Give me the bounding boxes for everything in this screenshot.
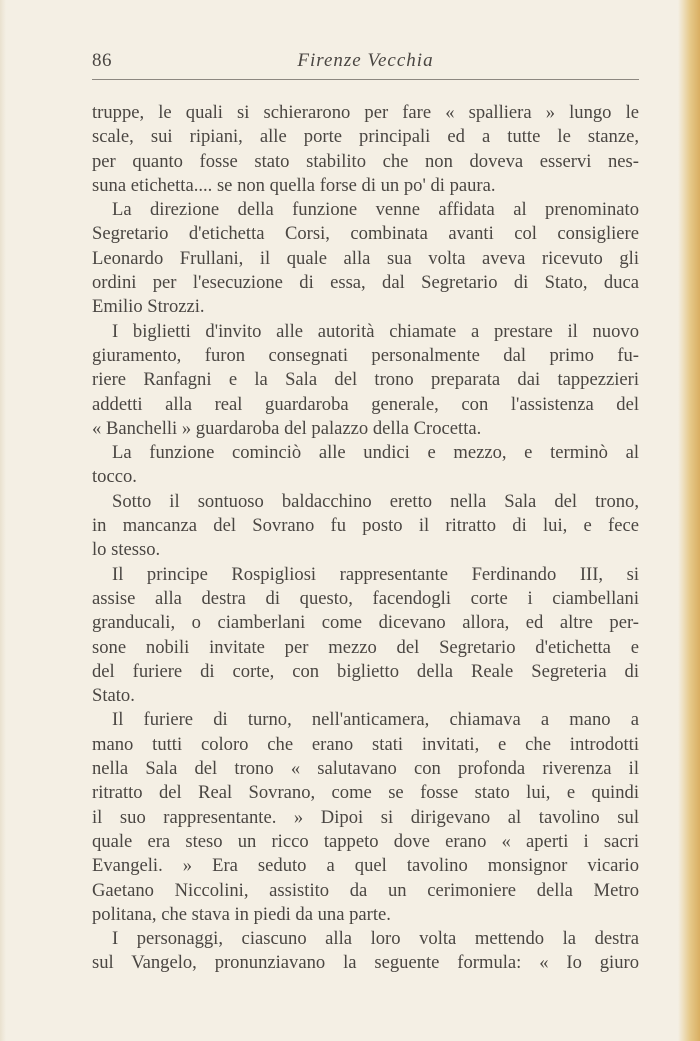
text-line: Sotto il sontuoso baldacchino eretto nella Sala del trono, — [112, 490, 639, 512]
paragraph — [92, 101, 639, 198]
text-line: Il furiere di turno, nell'anticamera, chiamava a mano a — [112, 709, 639, 731]
text-line: « Banchelli » guardaroba del palazzo della Crocetta. — [92, 417, 482, 439]
text-line: La funzione cominciò alle undici e mezzo, e terminò al — [112, 442, 639, 464]
text-line: granducali, o ciamberlani come dicevano allora, ed altre per- — [92, 612, 639, 634]
text-line: Il principe Rospigliosi rappresentante Ferdinando III, si — [112, 563, 639, 585]
paragraph — [92, 927, 639, 976]
text-line: addetti alla real guardaroba generale, con l'assistenza del — [92, 393, 639, 415]
paragraph — [92, 198, 639, 319]
text-line: ordini per l'esecuzione di essa, dal Segretario di Stato, duca — [92, 272, 639, 294]
header-rule — [92, 79, 639, 80]
text-line: per quanto fosse stato stabilito che non doveva esservi nes- — [92, 150, 639, 172]
text-line: Gaetano Niccolini, assistito da un cerimoniere della Metro — [92, 879, 639, 901]
running-title: Firenze Vecchia — [297, 50, 434, 71]
text-line: il suo rappresentante. » Dipoi si dirigevano al tavolino sul — [92, 806, 639, 828]
text-line: tocco. — [92, 466, 137, 488]
paragraph — [92, 490, 639, 563]
page-number: 86 — [92, 50, 112, 71]
text-line: del furiere di corte, con biglietto della Reale Segreteria di — [92, 660, 639, 682]
text-line: La direzione della funzione venne affidata al prenominato — [112, 199, 639, 221]
text-line: in mancanza del Sovrano fu posto il ritratto di lui, e fece — [92, 515, 639, 537]
text-line: sone nobili invitate per mezzo del Segretario d'etichetta e — [92, 636, 639, 658]
text-line: Evangeli. » Era seduto a quel tavolino monsignor vicario — [92, 855, 639, 877]
text-line: Segretario d'etichetta Corsi, combinata avanti col consigliere — [92, 223, 639, 245]
text-line: politana, che stava in piedi da una parte. — [92, 903, 391, 925]
text-line: mano tutti coloro che erano stati invitati, e che introdotti — [92, 733, 639, 755]
text-line: riere Ranfagni e la Sala del trono preparata dai tappezzieri — [92, 369, 639, 391]
text-line: I personaggi, ciascuno alla loro volta mettendo la destra — [112, 928, 639, 950]
page-shadow-left — [0, 0, 6, 1041]
paragraph — [92, 708, 639, 927]
text-line: Emilio Strozzi. — [92, 296, 205, 318]
text-line: Leonardo Frullani, il quale alla sua volta aveva ricevuto gli — [92, 247, 639, 269]
text-line: I biglietti d'invito alle autorità chiamate a prestare il nuovo — [112, 320, 639, 342]
page-header — [92, 50, 639, 80]
text-line: Stato. — [92, 685, 135, 707]
text-line: truppe, le quali si schierarono per fare « spalliera » lungo le — [92, 102, 639, 123]
text-line: sul Vangelo, pronunziavano la seguente formula: « Io giuro — [92, 952, 639, 974]
text-line: ritratto del Real Sovrano, come se fosse stato lui, e quindi — [92, 782, 639, 804]
text-line: giuramento, furon consegnati personalmente dal primo fu- — [92, 344, 639, 366]
paragraph — [92, 441, 639, 490]
page-edge-right — [678, 0, 700, 1041]
text-line: assise alla destra di questo, facendogli corte i ciambellani — [92, 587, 639, 609]
text-line: lo stesso. — [92, 539, 161, 561]
text-line: suna etichetta.... se non quella forse di un po' di paura. — [92, 174, 496, 196]
text-line: nella Sala del trono « salutavano con profonda riverenza il — [92, 758, 639, 780]
text-line: scale, sui ripiani, alle porte principali ed a tutte le stanze, — [92, 126, 639, 148]
paragraph — [92, 563, 639, 709]
body-text — [92, 101, 639, 976]
text-line: quale era steso un ricco tappeto dove erano « aperti i sacri — [92, 830, 639, 852]
paragraph — [92, 320, 639, 441]
